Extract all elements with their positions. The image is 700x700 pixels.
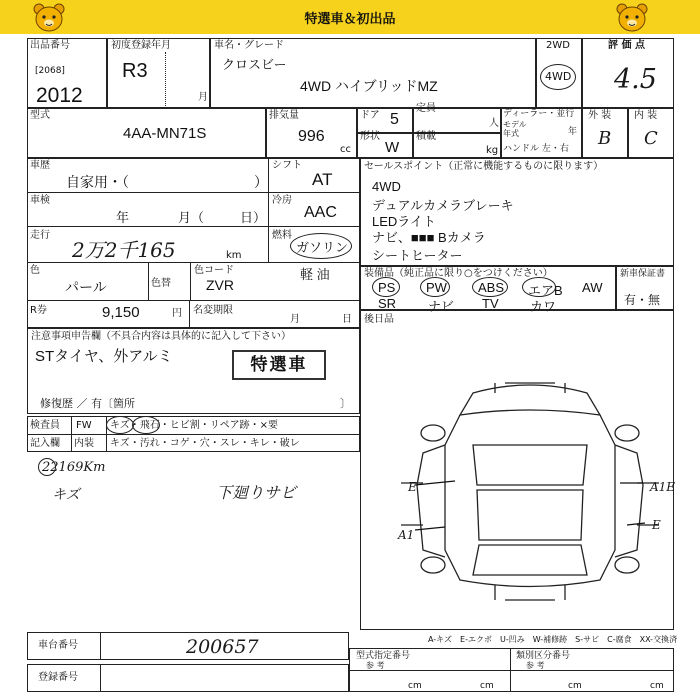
check-row1-items: キズ・飛石・ヒビ割・リペア跡・×要 (110, 420, 278, 431)
model-year-label2: 年式 (503, 129, 519, 138)
model-label: 型式 (30, 110, 50, 121)
handwritten-odo: 22169Km (42, 460, 106, 475)
grade-value: 4.5 (614, 64, 657, 95)
frame-label: 車台番号 (38, 640, 78, 651)
warranty-value: 有・無 (624, 293, 661, 307)
displacement-value: 996 (298, 128, 325, 145)
equipment-circle-mark (420, 277, 450, 297)
row-divider (27, 226, 360, 227)
lot-label: 出品番号 (30, 40, 70, 51)
equipment-item: カワ (530, 299, 557, 314)
equipment-circle-mark (522, 277, 556, 297)
displacement-label: 排気量 (269, 110, 299, 121)
diagram-mark-left-bottom: A1 (398, 528, 415, 542)
bear-mascot-icon (615, 3, 649, 37)
car-diagram (395, 375, 665, 615)
odo-circle-mark (38, 458, 56, 476)
equipment-label: 装備品（純正品に限り○をつけください） (364, 268, 553, 279)
color-code-value: ZVR (206, 277, 234, 293)
vehicle-label: 車名・グレード (214, 40, 284, 51)
displacement-unit: cc (340, 144, 351, 155)
repair-label: 修復歴 ／ 有〔箇所 (40, 397, 135, 410)
drive-value: 4WD (545, 70, 572, 83)
sales-points-label: セールスポイント（正常に機能するものに限ります） (364, 161, 604, 172)
spec-label-2: 類別区分番号 (516, 651, 571, 661)
mileage-label: 走行 (30, 230, 50, 241)
tax-label: 名変期限 (193, 305, 233, 316)
equipment-item: ABS (478, 280, 505, 295)
repair-close: 〕 (340, 397, 351, 410)
equipment-circle-mark (372, 277, 400, 297)
history-label: 車歴 (30, 160, 50, 171)
color-change-label: 色替 (151, 278, 171, 289)
model-year-label1: モデル (503, 120, 527, 129)
tax-day: 日 (342, 314, 352, 325)
lot-number: 2012 (36, 84, 83, 107)
tokusen-stamp (232, 350, 326, 380)
check-circle-mark (106, 416, 134, 434)
load-label: 積載 (416, 131, 436, 142)
equipment-item: SR (378, 296, 397, 311)
shape-label: 形状 (360, 131, 380, 142)
reg-number-label: 登録番号 (38, 672, 78, 683)
equipment-circle-mark (472, 277, 508, 297)
tax-month: 月 (290, 314, 300, 325)
steering-label: ハンドル 左・右 (503, 144, 569, 154)
doors-value: 5 (390, 111, 399, 128)
sales-point-line: LEDライト (372, 214, 436, 229)
check-row2-items: キズ・汚れ・コゲ・穴・スレ・キレ・破レ (110, 438, 300, 449)
recycle-value: 9,150 (102, 304, 140, 321)
fuel-diesel: 軽 油 (300, 267, 330, 282)
check-row1-tag: FW (76, 420, 92, 431)
dealer-label: ディーラー・並行 (503, 109, 575, 119)
check-circle-mark (132, 416, 160, 434)
model-year-unit: 年 (568, 127, 578, 137)
history-value: 自家用・（ (66, 174, 129, 190)
equipment-item: PW (426, 280, 447, 295)
dimension-unit: cm (568, 681, 582, 691)
spec-ref-1: 参 考 (366, 661, 385, 670)
model-value: 4AA-MN71S (123, 125, 207, 142)
reg-number-divider (100, 664, 101, 692)
drive-label: 2WD (546, 40, 570, 51)
spec-ref-2: 参 考 (526, 661, 545, 670)
row-divider (27, 434, 360, 435)
handwritten-under: 下廻りサビ (216, 483, 297, 502)
inspection-label: 車検 (30, 195, 50, 206)
registration-month: 月 (198, 92, 208, 103)
notes-label: 注意事項申告欄（不具合内容は具体的に記入して下さい） (31, 331, 291, 342)
damage-legend: A-キズ E-エクボ U-凹み W-補修跡 S-サビ C-腐食 XX-交換済 (428, 635, 678, 644)
dimension-unit: cm (480, 681, 494, 691)
sales-point-line: シートヒーター (372, 248, 463, 263)
sales-point-line: デュアルカメラブレーキ (372, 198, 514, 213)
aircon-label: 冷房 (272, 195, 292, 206)
row-divider (27, 300, 360, 301)
recycle-label: R券 (30, 305, 47, 316)
shape-value: W (385, 139, 400, 156)
capacity-label: 定員 (416, 103, 436, 114)
handwritten-wipe: キズ (52, 487, 80, 503)
vehicle-name: クロスビー (222, 57, 287, 72)
check-label-inspector: 検査員 (30, 420, 60, 431)
interior-label: 内 装 (634, 110, 658, 121)
capacity-unit: 人 (489, 118, 499, 129)
left-info-divider (268, 158, 269, 262)
aftersale-label: 後日品 (364, 314, 394, 325)
frame-value: 200657 (186, 636, 259, 658)
check-label-entry: 記入欄 (30, 438, 60, 449)
inspection-month: 月（ (178, 210, 205, 225)
registration-value: R3 (122, 60, 148, 82)
tax-divider (189, 300, 190, 328)
row-divider (27, 192, 360, 193)
tokusen-stamp-text: 特選車 (250, 355, 308, 375)
color-label: 色 (30, 265, 40, 276)
spec-row-divider (349, 670, 674, 671)
check-row2-tag: 内装 (74, 438, 94, 449)
exterior-label: 外 装 (588, 110, 612, 121)
mileage-unit: km (226, 250, 242, 261)
history-close: ） (254, 174, 268, 190)
dimension-unit: cm (650, 681, 664, 691)
color-divider (190, 262, 191, 300)
equipment-item: エアB (528, 283, 563, 298)
aircon-value: AAC (304, 204, 337, 221)
diagram-mark-right-bottom: E (652, 518, 661, 532)
doors-label: ドア (360, 110, 380, 121)
exterior-value: B (598, 128, 612, 149)
interior-value: C (644, 128, 658, 149)
page-title: 特選車＆初出品 (304, 12, 396, 27)
inspection-day: 日） (240, 210, 267, 225)
diagram-mark-right-top: A1E (650, 480, 676, 494)
grade-label: 評 価 点 (608, 40, 645, 51)
mileage-value: 2万2千165 (72, 238, 176, 262)
notes-text: STタイヤ、外アルミ (35, 348, 173, 365)
equipment-item: PS (378, 280, 396, 295)
vehicle-grade: 4WD ハイブリッドMZ (300, 78, 438, 94)
color-divider (148, 262, 149, 300)
color-code-label: 色コード (194, 265, 234, 276)
equipment-item: AW (582, 280, 603, 295)
color-value: パール (65, 279, 107, 295)
lot-subcode: [2068] (35, 66, 65, 76)
load-unit: kg (486, 145, 499, 156)
diagram-mark-left-top: E (408, 480, 417, 494)
spec-label-1: 型式指定番号 (356, 651, 411, 661)
sales-point-line: 4WD (372, 179, 401, 194)
bear-mascot-icon (32, 3, 66, 37)
inspection-year: 年 (116, 210, 130, 225)
frame-divider (100, 632, 101, 660)
shift-label: シフト (272, 160, 302, 171)
registration-divider (165, 52, 166, 108)
dimension-unit: cm (408, 681, 422, 691)
equipment-item: ナビ (428, 299, 455, 314)
shift-value: AT (312, 170, 333, 189)
recycle-unit: 円 (172, 308, 182, 319)
check-divider (71, 416, 72, 452)
equipment-item: TV (482, 296, 499, 311)
fuel-gasoline: ガソリン (296, 240, 349, 255)
sales-point-line: ナビ、■■■ Bカメラ (372, 230, 486, 245)
registration-label: 初度登録年月 (111, 40, 171, 51)
warranty-label: 新車保証書 (620, 269, 666, 279)
fuel-label: 燃料 (272, 230, 292, 241)
